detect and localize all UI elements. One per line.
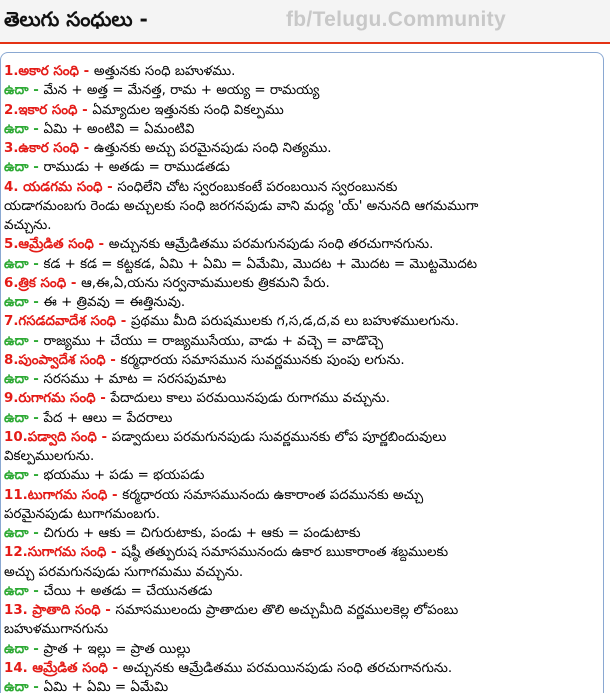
line-text: ఏమి + అంటివి = ఏమంటివి xyxy=(43,121,195,137)
rule-title: 13. ప్రాతాది సంధి xyxy=(4,603,101,618)
header-bar xyxy=(0,0,610,44)
example-label: ఉదా xyxy=(4,641,29,657)
example-line xyxy=(4,81,598,100)
rule-title: 12.సుగాగమ సంధి xyxy=(4,545,107,561)
separator: - xyxy=(102,179,118,195)
rule-line xyxy=(4,235,598,254)
separator: - xyxy=(77,102,93,118)
rule-line xyxy=(4,62,598,81)
watermark: fb/Telugu.Community xyxy=(286,8,506,31)
separator: - xyxy=(28,410,44,426)
rule-line xyxy=(4,486,598,505)
continuation-line xyxy=(4,197,598,216)
separator: - xyxy=(96,429,112,445)
line-text: చేయి + అతడు = చేయునతడు xyxy=(43,583,213,599)
example-line xyxy=(4,582,598,601)
rule-title: 10.పడ్వాది సంధి xyxy=(4,429,97,445)
example-line xyxy=(4,255,598,274)
line-text: ఆ,ఈ,ఏ,యను సర్వనామములకు త్రికమని పేరు. xyxy=(81,275,330,291)
separator: - xyxy=(28,295,44,310)
rule-title: 2.ఇకార సంధి xyxy=(4,102,78,118)
line-text: రాజ్యము + చేయు = రాజ్యముసేయు, వాడు + వచ్చె = వాడొచ్చె xyxy=(43,333,384,349)
separator: - xyxy=(28,121,44,137)
example-line xyxy=(4,524,598,543)
line-text: ప్రాత + ఇల్లు = ప్రాత యిల్లు xyxy=(43,641,191,657)
line-text: ఉత్తునకు అచ్చు పరమైనపుడు సంధి నిత్యము. xyxy=(93,141,332,156)
rule-line xyxy=(4,139,598,158)
line-text: కర్మధారయ సమాసమున సువర్ణమునకు పుంపు లగును. xyxy=(120,352,405,368)
content-box xyxy=(0,52,604,693)
rule-title: 3.ఉకార సంధి xyxy=(4,141,79,156)
separator: - xyxy=(28,468,44,484)
separator: - xyxy=(107,660,123,676)
continuation-line xyxy=(4,505,598,524)
line-text: అచ్చు పరమగునపుడు సుగాగమము వచ్చును. xyxy=(4,564,244,580)
continuation-line xyxy=(4,216,598,235)
separator: - xyxy=(28,680,44,693)
separator: - xyxy=(116,314,132,330)
rule-line xyxy=(4,543,598,562)
rule-line xyxy=(4,601,598,620)
line-text: పరమైనపుడు టుగాగమంబగు. xyxy=(4,506,160,522)
rule-line xyxy=(4,312,598,331)
sandhi-list xyxy=(4,62,598,693)
rule-line xyxy=(4,659,598,678)
separator: - xyxy=(66,275,82,291)
line-text: వచ్చును. xyxy=(4,218,52,233)
rule-title: 6.త్రిక సంధి xyxy=(4,275,67,291)
rule-title: 14. ఆమ్రేడిత సంధి xyxy=(4,660,108,676)
example-label: ఉదా xyxy=(4,468,29,484)
line-text: మేన + అత్త = మేనత్త, రామ + అయ్య = రామయ్య xyxy=(43,83,320,99)
example-label: ఉదా xyxy=(4,526,29,541)
line-text: చిగురు + ఆకు = చిగురుటాకు, పండు + ఆకు = పండుటాకు xyxy=(43,526,361,541)
separator: - xyxy=(95,391,111,407)
line-text: పడ్వాదులు పరమగునపుడు సువర్ణమునకు లోప పూర్ణబిందువులు xyxy=(111,429,447,445)
separator: - xyxy=(28,583,44,599)
line-text: యడాగమంబగు రెండు అచ్చులకు సంధి జరగనపుడు వాని మధ్య 'య్' అనునది ఆగమముగా xyxy=(4,198,479,214)
example-label: ఉదా xyxy=(4,295,29,310)
example-label: ఉదా xyxy=(4,680,29,693)
line-text: కర్మధారయ సమాసమునందు ఉకారాంత పదమునకు అచ్చు xyxy=(122,487,424,503)
separator: - xyxy=(78,64,94,79)
rule-title: 8.పుంప్వాదేశ సంధి xyxy=(4,352,106,368)
rule-line xyxy=(4,178,598,197)
line-text: ఏమ్యాదుల ఇత్తునకు సంధి వికల్పము xyxy=(92,102,284,118)
rule-title: 1.అకార సంధి xyxy=(4,64,79,79)
example-label: ఉదా xyxy=(4,256,29,272)
example-line xyxy=(4,158,598,177)
separator: - xyxy=(28,372,44,387)
line-text: సరసము + మాట = సరసపుమాట xyxy=(43,372,227,387)
rule-title: 5.ఆమ్రేడిత సంధి xyxy=(4,237,94,253)
separator: - xyxy=(93,237,109,253)
line-text: భయము + పడు = భయపడు xyxy=(43,468,205,484)
separator: - xyxy=(28,256,44,272)
line-text: ఏమి + ఏమి = ఏమేమి xyxy=(43,680,169,693)
separator: - xyxy=(28,83,44,99)
separator: - xyxy=(107,487,123,503)
rule-title: 11.టుగాగమ సంధి xyxy=(4,487,108,503)
continuation-line xyxy=(4,563,598,582)
example-line xyxy=(4,120,598,139)
rule-title: 9.రుగాగమ సంధి xyxy=(4,391,96,407)
separator: - xyxy=(105,352,121,368)
example-label: ఉదా xyxy=(4,333,29,349)
example-line xyxy=(4,332,598,351)
separator: - xyxy=(28,160,44,176)
example-label: ఉదా xyxy=(4,160,29,176)
rule-line xyxy=(4,389,598,408)
example-label: ఉదా xyxy=(4,121,29,137)
line-text: సంధిలేని చోట స్వరంబుకంటే పరంబయిన స్వరంబునకు xyxy=(117,179,398,195)
example-label: ఉదా xyxy=(4,372,29,387)
rule-title: 7.గసడదవాదేశ సంధి xyxy=(4,314,117,330)
line-text: కడ + కడ = కట్టకడ, ఏమి + ఏమి = ఏమేమి, మొదట + మొదట = మొట్టమొదట xyxy=(43,256,478,272)
example-label: ఉదా xyxy=(4,410,29,426)
line-text: వికల్పములగును. xyxy=(4,449,95,464)
separator: - xyxy=(78,141,94,156)
line-text: బహుళముగానగును xyxy=(4,622,109,638)
rule-line xyxy=(4,101,598,120)
continuation-line xyxy=(4,447,598,466)
example-label: ఉదా xyxy=(4,83,29,99)
example-line xyxy=(4,370,598,389)
line-text: పేదాదులు కాలు పరమయినపుడు రుగాగము వచ్చును. xyxy=(110,391,391,407)
line-text: సమాసములందు ప్రాతాదుల తొలి అచ్చుమీది వర్ణములకెల్ల లోపంబు xyxy=(115,603,459,618)
line-text: ఈ + త్రివవు = ఈత్తినువు. xyxy=(43,295,186,310)
line-text: అచ్చునకు ఆమ్రేడితము పరమయినపుడు సంధి తరచుగానగును. xyxy=(122,660,453,676)
example-label: ఉదా xyxy=(4,583,29,599)
line-text: అత్తునకు సంధి బహుళము. xyxy=(93,64,236,79)
example-line xyxy=(4,678,598,693)
line-text: అచ్చునకు ఆమ్రేడితము పరమగునపుడు సంధి తరచుగానగును. xyxy=(108,237,434,253)
page-title: తెలుగు సంధులు - xyxy=(4,7,148,31)
example-line xyxy=(4,640,598,659)
continuation-line xyxy=(4,620,598,639)
rule-line xyxy=(4,274,598,293)
rule-title: 4. యడగమ సంధి xyxy=(4,179,103,195)
example-line xyxy=(4,293,598,312)
rule-line xyxy=(4,351,598,370)
line-text: ప్రథము మీది పరుషములకు గ,స,డ,ద,వ లు బహుళములగును. xyxy=(131,314,460,330)
example-line xyxy=(4,466,598,485)
rule-line xyxy=(4,428,598,447)
line-text: షష్ఠీ తత్పురుష సమాసమునందు ఉకార ఋకారాంత శబ్దములకు xyxy=(121,545,449,561)
separator: - xyxy=(100,603,116,618)
separator: - xyxy=(28,333,44,349)
separator: - xyxy=(106,545,122,561)
separator: - xyxy=(28,641,44,657)
line-text: రాముడు + అతడు = రాముడతడు xyxy=(43,160,230,176)
separator: - xyxy=(28,526,44,541)
example-line xyxy=(4,409,598,428)
line-text: పేద + ఆలు = పేదరాలు xyxy=(43,410,173,426)
